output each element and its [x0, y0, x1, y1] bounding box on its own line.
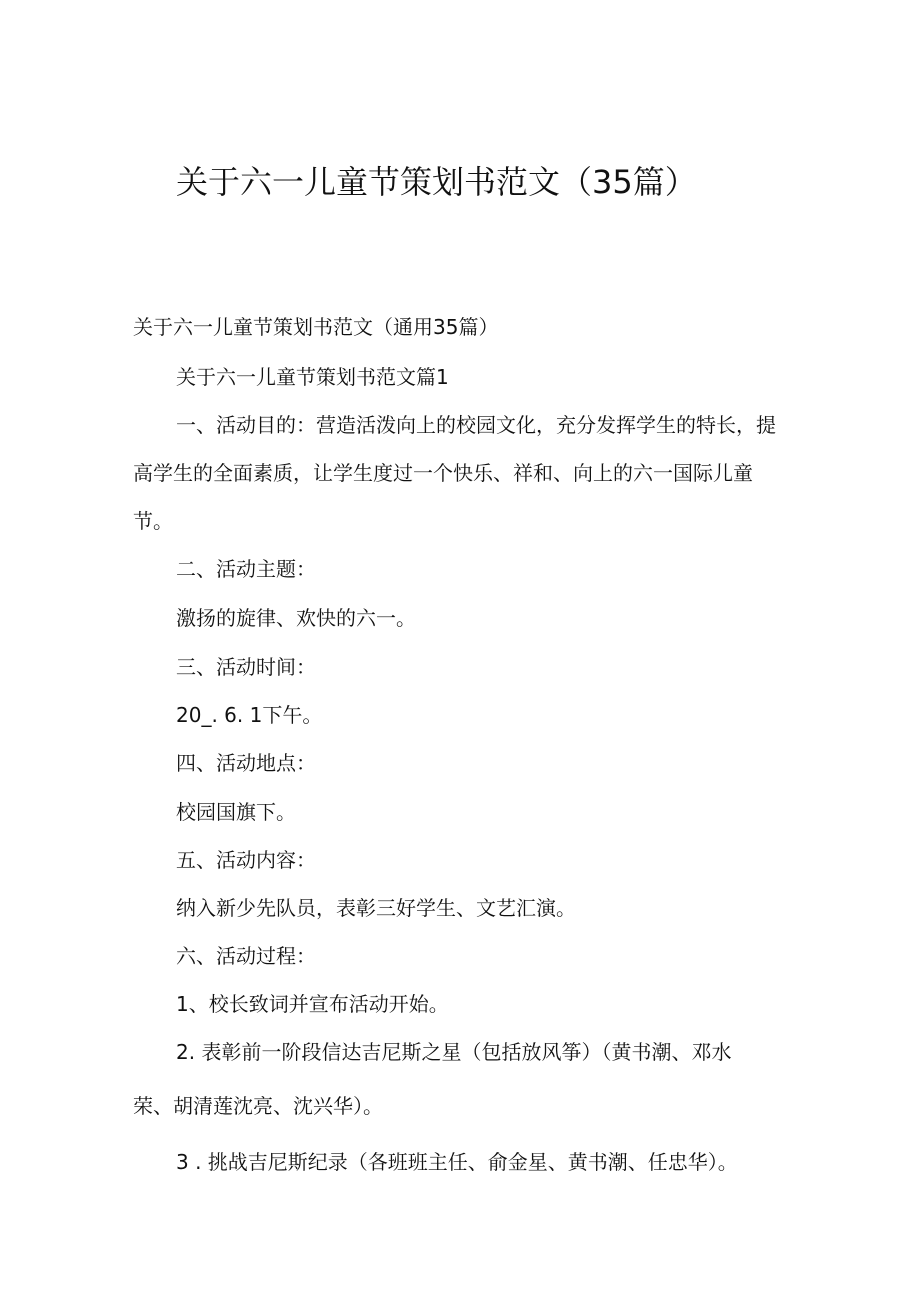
paragraph-line: 节。 [133, 509, 173, 533]
paragraph-line: 三、活动时间： [176, 655, 316, 679]
paragraph-line: 五、活动内容： [176, 848, 316, 872]
paragraph-line: 激扬的旋律、欢快的六一。 [176, 606, 416, 630]
document-subtitle: 关于六一儿童节策划书范文（通用35篇） [133, 315, 499, 339]
paragraph-line: 2. 表彰前一阶段信达吉尼斯之星（包括放风筝）（黄书潮、邓水 [176, 1040, 732, 1064]
paragraph-line: 1、校长致词并宣布活动开始。 [176, 992, 449, 1016]
paragraph-line: 二、活动主题： [176, 557, 316, 581]
section-heading: 关于六一儿童节策划书范文篇1 [176, 365, 449, 389]
paragraph-line: 四、活动地点： [176, 751, 316, 775]
paragraph-line: 纳入新少先队员，表彰三好学生、文艺汇演。 [176, 896, 576, 920]
document-title: 关于六一儿童节策划书范文（35篇） [176, 163, 697, 201]
paragraph-line: 高学生的全面素质，让学生度过一个快乐、祥和、向上的六一国际儿童 [133, 461, 753, 485]
paragraph-line: 3 . 挑战吉尼斯纪录（各班班主任、俞金星、黄书潮、任忠华）。 [176, 1150, 738, 1174]
paragraph-line: 一、活动目的：营造活泼向上的校园文化，充分发挥学生的特长，提 [176, 413, 776, 437]
paragraph-line: 20_. 6. 1下午。 [176, 703, 323, 727]
paragraph-line: 六、活动过程： [176, 944, 316, 968]
paragraph-line: 荣、胡清莲沈亮、沈兴华）。 [133, 1094, 383, 1118]
paragraph-line: 校园国旗下。 [176, 800, 296, 824]
